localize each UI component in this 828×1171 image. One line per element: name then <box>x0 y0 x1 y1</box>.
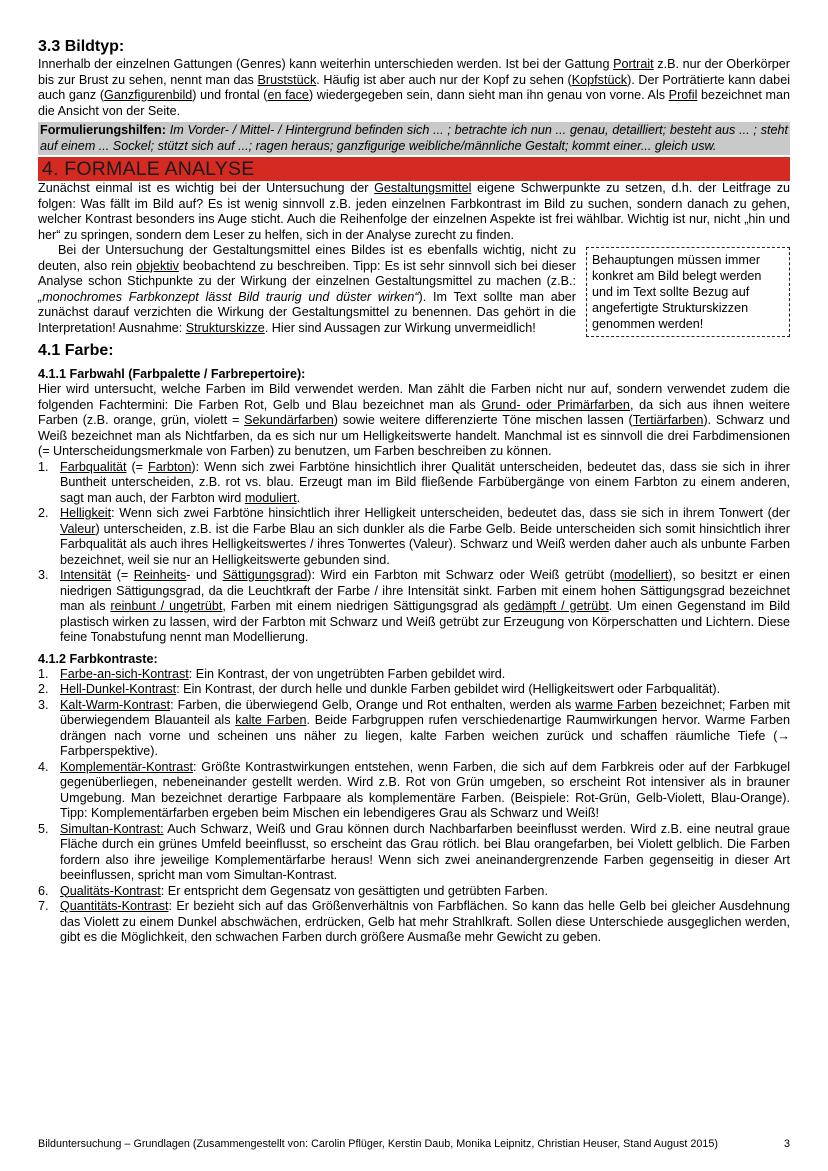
footer-text: Bilduntersuchung – Grundlagen (Zusammengestellt von: Carolin Pflüger, Kerstin Daub, Monika Leipnitz, Christian Heuser, Stand August 2015) <box>38 1138 718 1150</box>
list-item: 4. Komplementär-Kontrast: Größte Kontrastwirkungen entstehen, wenn Farben, die sich auf dem Farbkreis oder auf der Farbkugel gegenüberliegen, nebeneinander gestellt werden. Wird z.B. Rot von Grün umgeben, so erscheint Rot intensiver als in brauner Umgebung. Man bezeichnet derartige Farbpaare als komplementäre Farben. (Beispiele: Rot-Grün, Gelb-Violett, Blau-Orange). Tipp: Komplementärfarben ergeben beim Mischen ein lebendigeres Grau als Schwarz und Weiß! <box>38 759 790 820</box>
document-page <box>38 38 790 946</box>
section-4-1-title: 4.1 Farbe: <box>38 342 114 359</box>
color-contrasts-list <box>38 667 790 946</box>
section-3-3-title: 3.3 Bildtyp: <box>38 38 125 55</box>
section-4-intro: Zunächst einmal ist es wichtig bei der Untersuchung der Gestaltungsmittel eigene Schwerpunkte zu setzen, d.h. der Leitfrage zu folgen: Was fällt im Bild auf? Es ist wenig sinnvoll z.B. jeden einzelnen Farbkontrast im Bild zu suchen, sondern danach zu gehen, welcher Kontrast besonders ins Auge sticht. Auch die Reihenfolge der einzelnen Aspekte ist frei wählbar. Wichtig ist nur, nicht „hin und her“ zu springen, sondern dem Leser zu helfen, sich in der Analyse zurecht zu finden. <box>38 181 790 242</box>
color-dimensions-list <box>38 460 790 646</box>
page-footer <box>38 1138 790 1150</box>
section-4-paragraph-2: Bei der Untersuchung der Gestaltungsmittel eines Bildes ist es ebenfalls wichtig, nicht zu deuten, also rein objektiv beobachtend zu beschreiben. Tipp: Es ist sehr sinnvoll sich bei dieser Analyse schon Stichpunkte zu der Wirkung der einzelnen Gestaltungsmittel zu machen (z.B.: „monochromes Farbkonzept lässt Bild traurig und düster wirken“). Im Text sollte man aber zunächst darauf verzichten die Wirkung der Gestaltungsmittel zu benennen. Das gehört in die Interpretation! Ausnahme: Strukturskizze. Hier sind Aussagen zur Wirkung unvermeidlich! <box>38 243 576 335</box>
section-4-1-2-title: 4.1.2 Farbkontraste: <box>38 651 158 666</box>
list-item: 3. Intensität (= Reinheits- und Sättigungsgrad): Wird ein Farbton mit Schwarz oder Weiß getrübt (modelliert), so besitzt er einen niedrigen Sättigungsgrad, da die Leuchtkraft der Farbe / ihre Intensität sinkt. Farben mit einem hohen Sättigungsgrad bezeichnet man als reinbunt / ungetrübt, Farben mit einem niedrigen Sättigungsgrad als gedämpft / getrübt. Um einen Gegenstand im Bild plastisch wirken zu lassen, wird der Farbton mit Schwarz und Weiß getrübt zur Erzeugung von Körperschatten und Lichtern. Diese feine Tonabstufung nennt man Modellierung. <box>38 568 790 644</box>
formulation-help-text: Im Vorder- / Mittel- / Hintergrund befinden sich ... ; betrachte ich nun ... genau, detailliert; besteht aus ... ; steht auf einem ... Sockel; stützt sich auf ...; ragen heraus; ganzfigurige weibliche/männliche Gestalt; kommt einer... gleich usw. <box>40 123 788 153</box>
section-4-1-1-title: 4.1.1 Farbwahl (Farbpalette / Farbrepertoire): <box>38 367 306 381</box>
list-item: 7. Quantitäts-Kontrast: Er bezieht sich auf das Größenverhältnis von Farbflächen. So kann das helle Gelb bei gleicher Ausdehnung das Violett zu einem Dunkel abschwächen, erdrücken, Gelb hat mehr Strahlkraft. Sollen diese Unterschiede ausgeglichen werden, gibt es die Möglichkeit, den schwachen Farben durch größere Ausmaße mehr Gewicht zu geben. <box>38 899 790 944</box>
list-item: 1. Farbqualität (= Farbton): Wenn sich zwei Farbtöne hinsichtlich ihrer Qualität unterscheiden, bedeutet das, dass sie sich in ihrer Buntheit unterscheiden, z.B. rot vs. blau. Erzeugt man im Bild fließende Farbübergänge von einem Farbton zu einem anderen, sagt man auch, der Farbton wird moduliert. <box>38 459 790 505</box>
page-number: 3 <box>783 1138 790 1150</box>
list-item: 2. Helligkeit: Wenn sich zwei Farbtöne hinsichtlich ihrer Helligkeit unterscheiden, bedeutet das, dass sie sich in ihrem Tonwert (der Valeur) unterscheiden, z.B. ist die Farbe Blau an sich dunkler als die Farbe Gelb. Beide unterscheiden sich somit hinsichtlich ihrer Farbqualität als auch ihres Helligkeitswertes / ihres Tonwertes (Valeur). Schwarz und Weiß werden daher auch als unbunte Farben bezeichnet, weil sie nur an Helligkeitswerte gebunden sind. <box>38 506 790 567</box>
tip-box: Behauptungen müssen immer konkret am Bild belegt werden und im Text sollte Bezug auf angefertigte Strukturskizzen genommen werden! <box>586 247 790 337</box>
section-4-heading: 4. FORMALE ANALYSE <box>38 157 790 181</box>
section-4-1-1-intro: Hier wird untersucht, welche Farben im Bild verwendet werden. Man zählt die Farben nicht nur auf, sondern verwendet zudem die folgenden Fachtermini: Die Farben Rot, Gelb und Blau bezeichnet man als Grund- oder Primärfarben, da sich aus ihnen weitere Farben (z.B. orange, grün, violett = Sekundärfarben) sowie weitere differenzierte Töne mischen lassen (Tertiärfarben). Schwarz und Weiß bezeichnet man als Nichtfarben, da es sich nur um Helligkeitswerte handelt. Manchmal ist es sinnvoll die drei Farbdimensionen (= Unterscheidungsmerkmale von Farben) zu benutzen, um Farben beschreiben zu können. <box>38 382 790 458</box>
formulation-help-label: Formulierungshilfen: <box>40 123 166 137</box>
section-3-3-text: Innerhalb der einzelnen Gattungen (Genres) kann weiterhin unterschieden werden. Ist bei der Gattung Portrait z.B. nur der Oberkörper bis zur Brust zu sehen, nennt man das Bruststück. Häufig ist aber auch nur der Kopf zu sehen (Kopfstück). Der Porträtierte kann dabei auch ganz (Ganzfigurenbild) und frontal (en face) wiedergegeben sein, dann sieht man ihn genau von vorne. Als Profil bezeichnet man die Ansicht von der Seite. <box>38 57 791 118</box>
section-4-two-column <box>38 243 790 337</box>
list-item: 1. Farbe-an-sich-Kontrast: Ein Kontrast, der von ungetrübten Farben gebildet wird. <box>38 666 506 681</box>
list-item: 6. Qualitäts-Kontrast: Er entspricht dem Gegensatz von gesättigten und getrübten Farben. <box>38 883 548 898</box>
list-item: 5. Simultan-Kontrast: Auch Schwarz, Weiß und Grau können durch Nachbarfarben beeinflusst werden. Wird z.B. eine neutral graue Fläche durch ein grünes Umfeld beeinflusst, so erscheint das Grau rötlich. bei Blau orangefarben, bei Violett gelblich. Die Farben fordern also ihre jeweilige Komplementärfarbe heraus! Wenn sich zwei aneinandergrenzende Farben gegenseitig in dieser Art beeinflussen, spricht man vom Simultan-Kontrast. <box>38 821 790 882</box>
formulation-help-box <box>38 122 790 155</box>
list-item: 2. Hell-Dunkel-Kontrast: Ein Kontrast, der durch helle und dunkle Farben gebildet wird (Helligkeitswert oder Farbqualität). <box>38 682 721 696</box>
list-item: 3. Kalt-Warm-Kontrast: Farben, die überwiegend Gelb, Orange und Rot enthalten, werden als warme Farben bezeichnet; Farben mit überwiegendem Blauanteil als kalte Farben. Beide Farbgruppen rufen verschiedenartige Raumwirkungen hervor. Warme Farben drängen nach vorne und scheinen uns näher zu liegen, kalte Farben weichen zurück und schaffen räumliche Tiefe (→ Farbperspektive). <box>38 697 790 758</box>
